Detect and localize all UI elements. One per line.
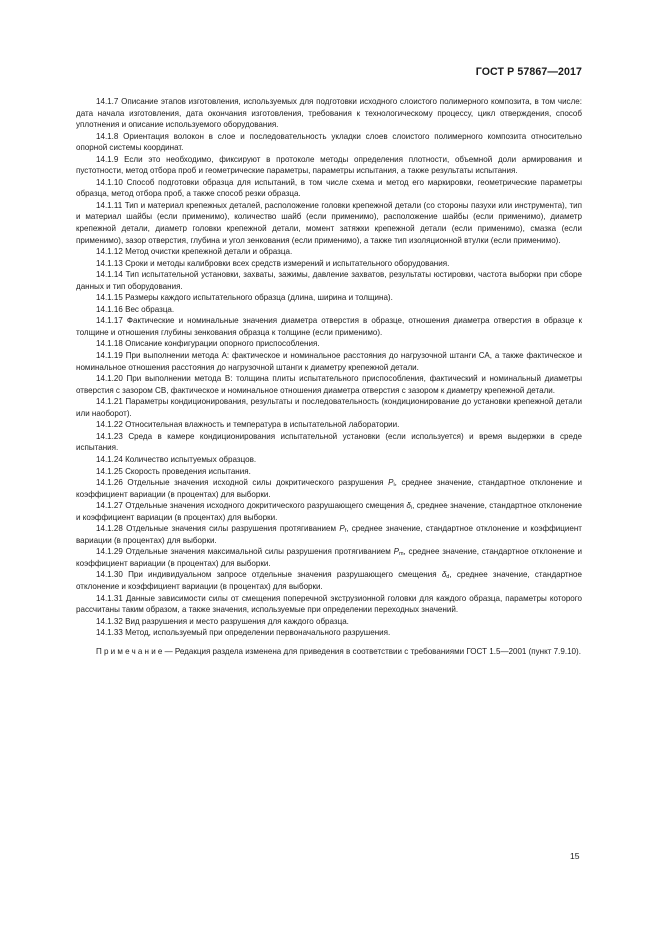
note-text: — Редакция раздела изменена для приведения в соответствии с требованиями ГОСТ 1.5—2001 (пункт 7.9.10). bbox=[164, 646, 581, 656]
paragraph-14-1-7: 14.1.7 Описание этапов изготовления, используемых для подготовки исходного слоистого полимерного композита, в том числе: дата начала изготовления, дата окончания изготовления, требования к технологическому процессу, цикл отверждения, способ уплотнения и описание используемого оборудования. bbox=[76, 97, 582, 130]
paragraph-text: , среднее значение, стандартное отклонение и коэффициент вариации (в процентах) для выборки. bbox=[76, 547, 582, 568]
paragraph-14-1-30 bbox=[76, 569, 582, 592]
page-body bbox=[76, 96, 582, 657]
paragraph-14-1-10: 14.1.10 Способ подготовки образца для испытаний, в том числе схема и метод его маркировки, геометрические параметры образца, метод отбора проб, а также способ резки образца. bbox=[76, 177, 582, 199]
page-number: 15 bbox=[570, 851, 580, 861]
paragraph-text: 14.1.29 Отдельные значения максимальной силы разрушения протягиванием bbox=[96, 547, 394, 557]
paragraph-text: , среднее значение, стандартное отклонение и коэффициент вариации (в процентах) для выборки. bbox=[76, 570, 582, 591]
symbol-force: P bbox=[388, 478, 394, 488]
paragraph-14-1-28 bbox=[76, 523, 582, 546]
paragraph-14-1-22: 14.1.22 Относительная влажность и температура в испытательной лаборатории. bbox=[96, 420, 400, 430]
paragraph-14-1-25: 14.1.25 Скорость проведения испытания. bbox=[96, 466, 251, 476]
paragraph-14-1-8: 14.1.8 Ориентация волокон в слое и последовательность укладки слоев слоистого полимерного композита относительно опорной системы координат. bbox=[76, 131, 582, 153]
paragraph-14-1-12: 14.1.12 Метод очистки крепежной детали и образца. bbox=[96, 247, 293, 257]
paragraph-14-1-31: 14.1.31 Данные зависимости силы от смещения поперечной экструзионной головки для каждого образца, параметры которого рассчитаны таким образом, а также значения, используемые при определении переходных значений. bbox=[76, 593, 582, 615]
symbol-force: P bbox=[339, 524, 345, 534]
note-label: Примечание bbox=[96, 646, 165, 656]
paragraph-14-1-29 bbox=[76, 546, 582, 569]
paragraph-text: , среднее значение, стандартное отклонение и коэффициент вариации (в процентах) для выборки. bbox=[76, 478, 582, 499]
symbol-subscript: m bbox=[398, 551, 404, 558]
paragraph-14-1-33: 14.1.33 Метод, используемый при определении первоначального разрушения. bbox=[96, 628, 391, 638]
paragraph-14-1-15: 14.1.15 Размеры каждого испытательного образца (длина, ширина и толщина). bbox=[96, 293, 393, 303]
paragraph-14-1-19: 14.1.19 При выполнении метода А: фактическое и номинальное расстояния до нагрузочной штанги СА, а также фактическое и номинальное отношения расстояния до нагрузочной штанги к диаметру крепежной детали. bbox=[76, 351, 582, 372]
paragraph-14-1-24: 14.1.24 Количество испытуемых образцов. bbox=[96, 454, 257, 464]
symbol-subscript: f bbox=[344, 528, 347, 535]
paragraph-14-1-23: 14.1.23 Среда в камере кондиционирования испытательной установки (если используется) и время выдержки в среде испытания. bbox=[76, 431, 582, 453]
paragraph-text: 14.1.30 При индивидуальном запросе отдельные значения разрушающего смещения bbox=[96, 570, 442, 580]
symbol-subscript: d bbox=[446, 574, 450, 581]
symbol-subscript: i bbox=[410, 505, 413, 512]
symbol-displacement: δ bbox=[441, 570, 447, 580]
paragraph-14-1-18: 14.1.18 Описание конфигурации опорного приспособления. bbox=[96, 339, 320, 349]
paragraph-14-1-11: 14.1.11 Тип и материал крепежных деталей, расположение головки крепежной детали (со стороны пазухи или инструмента), тип и материал шайбы (если применимо), количество шайб (если применимо), расположение шайбы (если применимо), диаметр крепежной детали, диаметр головки крепежной детали, момент затяжки крепежной детали (если применимо), смазка (если применимо), зазор отверстия, глубина и угол зенкования (если применимо), а также тип изоляционной втулки (если применимо). bbox=[76, 200, 582, 245]
paragraph-14-1-20: 14.1.20 При выполнении метода В: толщина плиты испытательного приспособления, фактический и номинальный диаметры отверстия с зазором СВ, фактическое и номинальное отношения диаметра отверстия с зазором к диаметру крепежной детали. bbox=[76, 374, 582, 395]
paragraph-14-1-26 bbox=[76, 477, 582, 500]
paragraph-14-1-9: 14.1.9 Если это необходимо, фиксируют в протоколе методы определения плотности, объемной доли армирования и пустотности, метод отбора проб и геометрические параметры, параметры испытания, а также результаты испытания. bbox=[76, 154, 582, 176]
paragraph-text: , среднее значение, стандартное отклонение и коэффициент вариации (в процентах) для выборки. bbox=[76, 524, 582, 545]
symbol-subscript: i bbox=[393, 482, 395, 489]
paragraph-text: 14.1.27 Отдельные значения исходного докритического разрушающего смещения bbox=[96, 501, 407, 511]
paragraph-14-1-17: 14.1.17 Фактические и номинальные значения диаметра отверстия в образце, отношения диаметра отверстия в образце к толщине и отношения глубины зенкования образца к толщине (если применимо). bbox=[76, 316, 582, 337]
paragraph-14-1-27 bbox=[76, 500, 582, 523]
paragraph-text: 14.1.26 Отдельные значения исходной силы докритического разрушения bbox=[96, 478, 389, 488]
paragraph-14-1-21: 14.1.21 Параметры кондиционирования, результаты и последовательность (кондиционирование до установки крепежной детали или наоборот). bbox=[76, 397, 582, 418]
paragraph-14-1-32: 14.1.32 Вид разрушения и место разрушения для каждого образца. bbox=[96, 616, 349, 626]
symbol-displacement: δ bbox=[406, 501, 411, 511]
document-header: ГОСТ Р 57867—2017 bbox=[475, 66, 582, 78]
paragraph-14-1-14: 14.1.14 Тип испытательной установки, захваты, зажимы, давление захватов, результаты юстировки, частота выборки при сборе данных и тип оборудования. bbox=[76, 270, 582, 291]
note bbox=[76, 646, 582, 658]
paragraph-text: , среднее значение, стандартное отклонение и коэффициент вариации (в процентах) для выборки. bbox=[76, 501, 583, 522]
paragraph-14-1-13: 14.1.13 Сроки и методы калибровки всех средств измерений и испытательного оборудования. bbox=[96, 258, 450, 268]
symbol-force: P bbox=[393, 547, 399, 557]
paragraph-text: 14.1.28 Отдельные значения силы разрушения протягиванием bbox=[96, 524, 340, 534]
paragraph-14-1-16: 14.1.16 Вес образца. bbox=[96, 304, 175, 314]
